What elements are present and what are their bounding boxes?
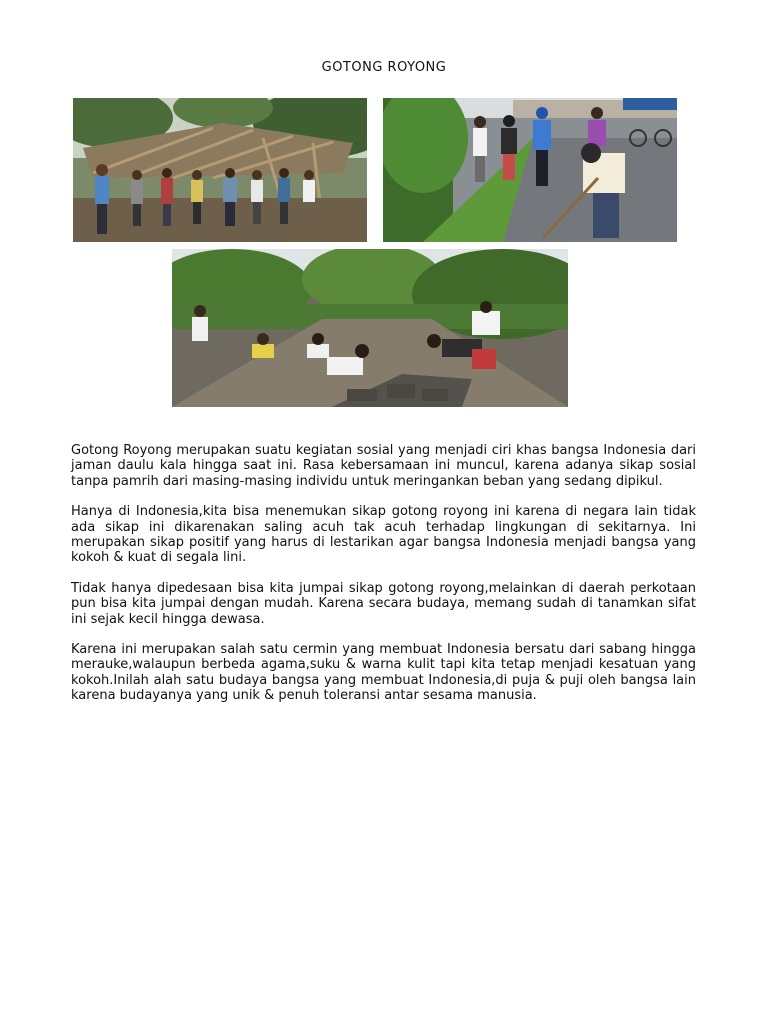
paragraph-3: Tidak hanya dipedesaan bisa kita jumpai sikap gotong royong,melainkan di daerah perkotaan pun bisa kita jumpai dengan mudah. Karena secara budaya, memang sudah di tanamkan sifat ini sejak kecil hingga dewasa. [71, 580, 696, 627]
paragraph-4: Karena ini merupakan salah satu cermin yang membuat Indonesia bersatu dari sabang hingga merauke,walaupun berbeda agama,suku & warna kulit tapi kita tetap menjadi kesatuan yang kokoh.Inilah alah satu budaya bangsa yang membuat Indonesia,di puja & puji oleh bangsa lain karena budayanya yang unik & penuh toleransi antar sesama manusia. [71, 642, 696, 704]
road-stone-laying-photo [172, 249, 568, 407]
village-road-cleanup-photo [383, 98, 677, 242]
paragraph-1: Gotong Royong merupakan suatu kegiatan sosial yang menjadi ciri khas bangsa Indonesia dari jaman daulu kala hingga saat ini. Rasa kebersamaan ini muncul, karena adanya sikap sosial tanpa pamrih dari masing-masing individu untuk meringankan beban yang sedang dipikul. [71, 443, 696, 489]
paragraph-2: Hanya di Indonesia,kita bisa menemukan sikap gotong royong ini karena di negara lain tidak ada sikap ini dikarenakan saling acuh tak acuh terhadap lingkungan di sekitarnya. Ini merupakan sikap positif yang harus di lestarikan agar bangsa Indonesia menjadi bangsa yang kokoh & kuat di segala lini. [71, 504, 696, 566]
community-house-raising-photo [73, 98, 367, 242]
document-title: GOTONG ROYONG [321, 60, 447, 75]
article-body [71, 443, 696, 719]
